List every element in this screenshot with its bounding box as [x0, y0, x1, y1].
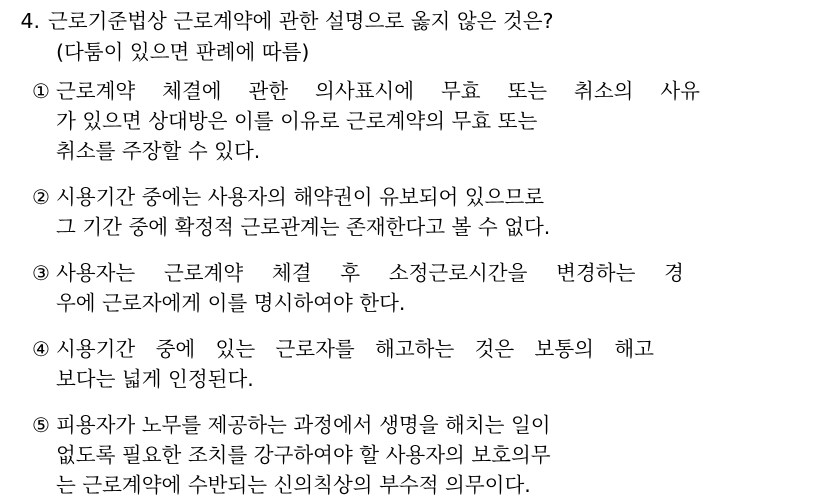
choice-line: 보다는 넓게 인정된다.: [56, 367, 254, 391]
choice-line: 는 근로계약에 수반되는 신의칙상의 부수적 의무이다.: [56, 473, 531, 497]
choice-text-3: [56, 258, 808, 318]
choice-marker-3: ③: [32, 261, 50, 285]
choice-line: 피용자가 노무를 제공하는 과정에서 생명을 해치는 일이: [56, 413, 551, 437]
choice-line: 시용기간 중에는 사용자의 해약권이 유보되어 있으므로: [56, 185, 545, 209]
choice-marker-5: ⑤: [32, 413, 50, 437]
choice-item-1[interactable]: [18, 76, 808, 166]
choice-line: 가 있으면 상대방은 이를 이유로 근로계약의 무효 또는: [56, 109, 538, 133]
choice-text-4: [56, 334, 808, 394]
choice-line: 우에 근로자에게 이를 명시하여야 한다.: [56, 291, 406, 315]
choice-line: 사용자는 근로계약 체결 후 소정근로시간을 변경하는 경: [56, 261, 684, 285]
choice-marker-1: ①: [32, 79, 50, 103]
question-block: [18, 6, 808, 68]
choice-item-3[interactable]: [18, 258, 808, 318]
choice-text-5: [56, 410, 808, 500]
choice-item-2[interactable]: [18, 182, 808, 242]
question-stem-line: [18, 6, 808, 37]
question-subnote: (다툼이 있으면 판례에 따름): [56, 40, 310, 64]
choice-text-1: [56, 76, 808, 166]
choice-text-2: [56, 182, 808, 242]
choice-line: 시용기간 중에 있는 근로자를 해고하는 것은 보통의 해고: [56, 337, 654, 361]
question-number: 4.: [20, 9, 40, 33]
choice-line: 취소를 주장할 수 있다.: [56, 139, 261, 163]
question-stem-text: 근로기준법상 근로계약에 관한 설명으로 옳지 않은 것은?: [48, 9, 554, 33]
choice-line: 근로계약 체결에 관한 의사표시에 무효 또는 취소의 사유: [56, 79, 700, 103]
choice-line: 그 기간 중에 확정적 근로관계는 존재한다고 볼 수 없다.: [56, 215, 551, 239]
choice-marker-2: ②: [32, 185, 50, 209]
choice-item-5[interactable]: [18, 410, 808, 500]
choice-list: [18, 76, 808, 500]
choice-marker-4: ④: [32, 337, 50, 361]
choice-item-4[interactable]: [18, 334, 808, 394]
choice-line: 없도록 필요한 조치를 강구하여야 할 사용자의 보호의무: [56, 443, 551, 467]
